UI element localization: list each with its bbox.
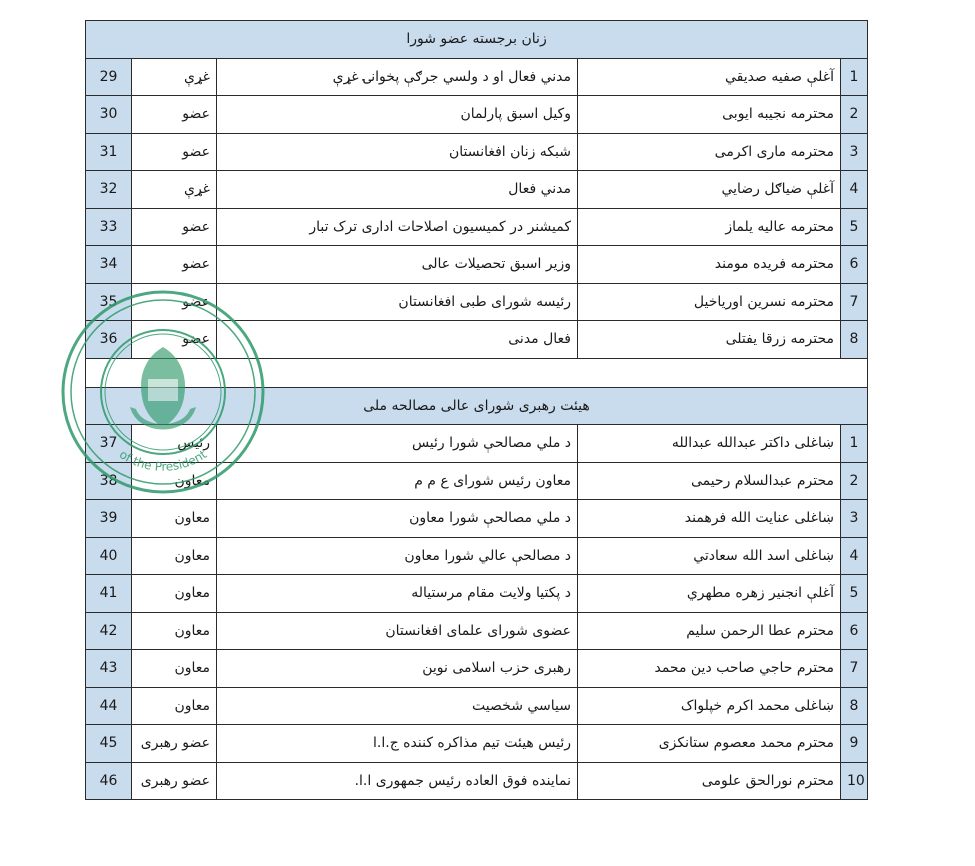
row-name: محترمه فریده مومند (578, 246, 841, 284)
row-title: فعال مدنی (217, 321, 578, 359)
row-role: معاون (132, 500, 217, 538)
row-number: 29 (86, 58, 132, 96)
row-name: آغلې صفیه صدیقي (578, 58, 841, 96)
row-index: 4 (841, 171, 868, 209)
row-title: رئیس هیئت تیم مذاکره کننده ج.ا.ا (217, 725, 578, 763)
row-role: عضو (132, 208, 217, 246)
row-number: 44 (86, 687, 132, 725)
row-index: 8 (841, 687, 868, 725)
table-row (86, 650, 868, 688)
row-name: ښاغلی داکتر عبدالله عبدالله (578, 425, 841, 463)
row-index: 9 (841, 725, 868, 763)
row-index: 6 (841, 612, 868, 650)
row-number: 35 (86, 283, 132, 321)
row-title: د مصالحې عالي شورا معاون (217, 537, 578, 575)
row-number: 38 (86, 462, 132, 500)
row-title: عضوی شورای علمای افغانستان (217, 612, 578, 650)
row-title: رئیسه شورای طبی افغانستان (217, 283, 578, 321)
table-row (86, 462, 868, 500)
row-name: ښاغلی محمد اکرم خپلواک (578, 687, 841, 725)
section-title: هیئت رهبری شورای عالی مصالحه ملی (86, 387, 868, 425)
row-role: رئیس (132, 425, 217, 463)
table-row (86, 171, 868, 209)
row-name: محترمه ماری اکرمی (578, 133, 841, 171)
row-role: معاون (132, 612, 217, 650)
row-role: عضو (132, 321, 217, 359)
table-row (86, 500, 868, 538)
row-name: آغلې ضیاګل رضایي (578, 171, 841, 209)
row-name: ښاغلی عنایت الله فرهمند (578, 500, 841, 538)
row-index: 6 (841, 246, 868, 284)
row-number: 33 (86, 208, 132, 246)
row-number: 41 (86, 575, 132, 613)
row-index: 1 (841, 58, 868, 96)
row-number: 45 (86, 725, 132, 763)
spacer-row (86, 358, 868, 387)
row-title: د پکتیا ولایت مقام مرستیاله (217, 575, 578, 613)
row-name: محترمه نجیبه ایوبی (578, 96, 841, 134)
row-number: 46 (86, 762, 132, 800)
row-index: 3 (841, 133, 868, 171)
row-title: شبکه زنان افغانستان (217, 133, 578, 171)
row-title: مدني فعال او د ولسي جرګې پخوانۍ غړې (217, 58, 578, 96)
table-row (86, 283, 868, 321)
row-index: 4 (841, 537, 868, 575)
row-title: مدني فعال (217, 171, 578, 209)
row-index: 5 (841, 575, 868, 613)
row-index: 1 (841, 425, 868, 463)
row-index: 7 (841, 650, 868, 688)
table-row (86, 725, 868, 763)
row-title: کمیشنر در کمیسیون اصلاحات اداری ترک تبار (217, 208, 578, 246)
row-title: رهبری حزب اسلامی نوین (217, 650, 578, 688)
document-sheet (85, 20, 867, 800)
row-name: محترمه زرقا یفتلی (578, 321, 841, 359)
table-row (86, 246, 868, 284)
table-row (86, 133, 868, 171)
row-number: 32 (86, 171, 132, 209)
row-title: وزیر اسبق تحصیلات عالی (217, 246, 578, 284)
table-row (86, 762, 868, 800)
table-row (86, 425, 868, 463)
row-index: 8 (841, 321, 868, 359)
table-row (86, 58, 868, 96)
section-title: زنان برجسته عضو شورا (86, 21, 868, 59)
row-name: محترم نورالحق علومی (578, 762, 841, 800)
row-number: 43 (86, 650, 132, 688)
row-name: ښاغلی اسد الله سعادتي (578, 537, 841, 575)
row-role: عضو (132, 246, 217, 284)
row-number: 37 (86, 425, 132, 463)
row-name: محترمه نسرین اوریاخیل (578, 283, 841, 321)
section-header-row (86, 387, 868, 425)
row-name: آغلې انجنیر زهره مطهري (578, 575, 841, 613)
row-number: 30 (86, 96, 132, 134)
row-name: محترم حاجي صاحب دین محمد (578, 650, 841, 688)
seal-caption: of the President (116, 447, 210, 474)
row-name: محترم عطا الرحمن سلیم (578, 612, 841, 650)
row-role: معاون (132, 687, 217, 725)
row-role: غړې (132, 58, 217, 96)
row-index: 2 (841, 462, 868, 500)
table-row (86, 321, 868, 359)
row-number: 42 (86, 612, 132, 650)
row-index: 5 (841, 208, 868, 246)
row-name: محترمه عالیه یلماز (578, 208, 841, 246)
row-index: 7 (841, 283, 868, 321)
row-title: د ملي مصالحې شورا معاون (217, 500, 578, 538)
row-name: محترم محمد معصوم ستانکزی (578, 725, 841, 763)
spacer-cell (86, 358, 868, 387)
row-number: 40 (86, 537, 132, 575)
row-title: سیاسي شخصیت (217, 687, 578, 725)
row-role: عضو رهبری (132, 725, 217, 763)
section-header-row (86, 21, 868, 59)
row-index: 2 (841, 96, 868, 134)
row-title: معاون رئیس شورای ع م م (217, 462, 578, 500)
row-role: معاون (132, 537, 217, 575)
row-index: 10 (841, 762, 868, 800)
row-title: نماینده فوق العاده رئیس جمهوری ا.ا. (217, 762, 578, 800)
row-number: 39 (86, 500, 132, 538)
row-number: 36 (86, 321, 132, 359)
row-role: عضو (132, 96, 217, 134)
row-name: محترم عبدالسلام رحیمی (578, 462, 841, 500)
row-number: 31 (86, 133, 132, 171)
row-index: 3 (841, 500, 868, 538)
row-role: غړې (132, 171, 217, 209)
row-title: وکیل اسبق پارلمان (217, 96, 578, 134)
table-row (86, 687, 868, 725)
table-row (86, 575, 868, 613)
row-role: معاون (132, 462, 217, 500)
table-row (86, 537, 868, 575)
row-role: عضو (132, 283, 217, 321)
row-title: د ملي مصالحې شورا رئیس (217, 425, 578, 463)
row-number: 34 (86, 246, 132, 284)
row-role: معاون (132, 650, 217, 688)
row-role: معاون (132, 575, 217, 613)
table-row (86, 612, 868, 650)
row-role: عضو (132, 133, 217, 171)
roster-table (85, 20, 868, 800)
row-role: عضو رهبری (132, 762, 217, 800)
table-row (86, 208, 868, 246)
table-row (86, 96, 868, 134)
